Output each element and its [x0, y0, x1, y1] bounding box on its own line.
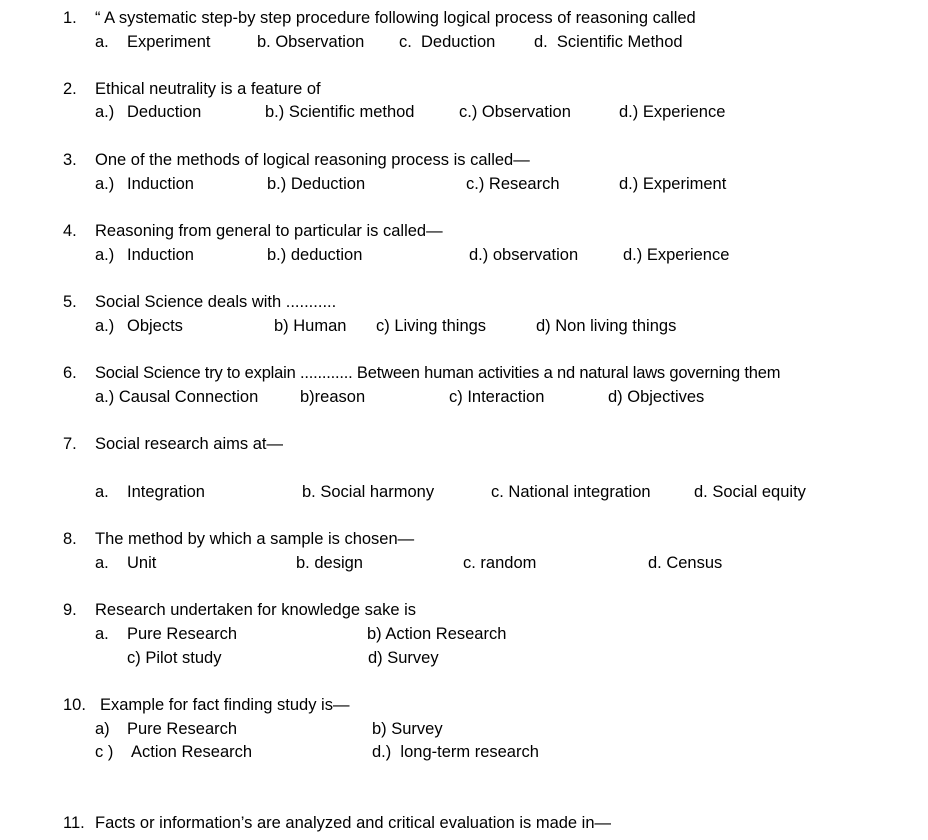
option-a: a.) Causal Connection [95, 388, 259, 406]
option-d: d. Census [648, 554, 723, 572]
option-b: b) Action Research [367, 625, 507, 643]
option-d: d) Survey [368, 649, 439, 667]
option-d: d.) Experiment [619, 175, 727, 193]
option-c: c. National integration [491, 483, 651, 501]
option-c: Action Research [131, 743, 253, 761]
question-text: Facts or information’s are analyzed and critical evaluation is made in— [95, 814, 612, 832]
question-number: 4. [63, 222, 77, 240]
option-b: b. Observation [257, 33, 365, 51]
question-text: The method by which a sample is chosen— [95, 530, 415, 548]
question-number: 9. [63, 601, 77, 619]
question-number: 7. [63, 435, 77, 453]
question-number: 5. [63, 293, 77, 311]
question-number: 8. [63, 530, 77, 548]
option-a-marker: a. [95, 33, 109, 51]
option-c-marker: c ) [95, 743, 114, 761]
option-a: Pure Research [127, 720, 238, 738]
question-text: Example for fact finding study is— [100, 696, 350, 714]
question-number: 6. [63, 364, 77, 382]
option-b: b.) Scientific method [265, 103, 415, 121]
option-c: c. random [463, 554, 537, 572]
option-d: d.) Experience [619, 103, 726, 121]
question-number: 2. [63, 80, 77, 98]
question-text: Social Science try to explain ............ Between human activities a nd natural laws governing them [95, 364, 781, 382]
option-a-marker: a) [95, 720, 110, 738]
option-b: b. Social harmony [302, 483, 435, 501]
option-d: d.) long-term research [372, 743, 539, 761]
option-c: c) Pilot study [127, 649, 222, 667]
question-number: 11. [63, 814, 85, 832]
option-a-marker: a.) [95, 246, 115, 264]
question-text: Social research aims at— [95, 435, 283, 453]
option-a: Pure Research [127, 625, 238, 643]
question-text: Research undertaken for knowledge sake is [95, 601, 417, 619]
question-number: 10. [63, 696, 86, 714]
option-b: b.) deduction [267, 246, 363, 264]
option-a: Induction [127, 175, 194, 193]
option-a: Experiment [127, 33, 211, 51]
option-a: Induction [127, 246, 194, 264]
question-text: Ethical neutrality is a feature of [95, 80, 321, 98]
option-a: Deduction [127, 103, 202, 121]
option-b: b) Survey [372, 720, 443, 738]
option-c: d.) observation [469, 246, 579, 264]
option-a: Unit [127, 554, 157, 572]
option-d: d. Social equity [694, 483, 806, 501]
option-c: c) Living things [376, 317, 487, 335]
option-d: d) Non living things [536, 317, 677, 335]
option-b: b.) Deduction [267, 175, 366, 193]
option-a: Objects [127, 317, 183, 335]
option-d: d. Scientific Method [534, 33, 683, 51]
option-b: b)reason [300, 388, 366, 406]
option-c: c.) Research [466, 175, 560, 193]
option-d: d) Objectives [608, 388, 705, 406]
question-text: Social Science deals with ........... [95, 293, 337, 311]
option-d: d.) Experience [623, 246, 730, 264]
question-number: 3. [63, 151, 77, 169]
option-b: b. design [296, 554, 363, 572]
option-a-marker: a. [95, 554, 109, 572]
question-text: One of the methods of logical reasoning process is called— [95, 151, 530, 169]
option-a-marker: a.) [95, 103, 115, 121]
option-a-marker: a.) [95, 175, 115, 193]
option-c: c) Interaction [449, 388, 545, 406]
question-text: “ A systematic step-by step procedure following logical process of reasoning called [95, 9, 696, 27]
option-a: Integration [127, 483, 205, 501]
question-number: 1. [63, 9, 77, 27]
option-c: c.) Observation [459, 103, 571, 121]
option-a-marker: a. [95, 625, 109, 643]
question-text: Reasoning from general to particular is called— [95, 222, 443, 240]
option-c: c. Deduction [399, 33, 496, 51]
option-a-marker: a.) [95, 317, 115, 335]
option-a-marker: a. [95, 483, 109, 501]
option-b: b) Human [274, 317, 347, 335]
